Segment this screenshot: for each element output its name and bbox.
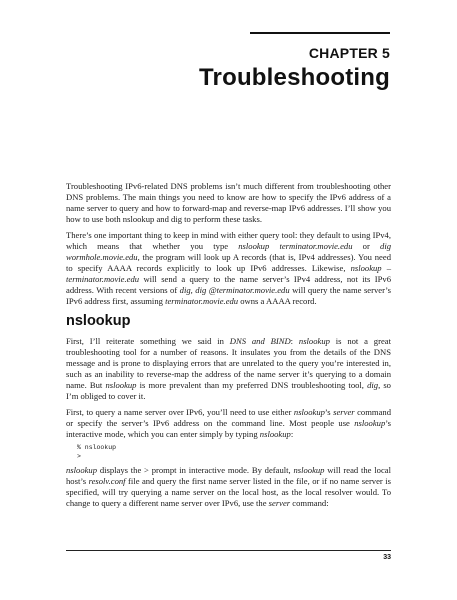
tool-name: dig: [179, 285, 191, 295]
command-name: server: [268, 498, 291, 508]
chapter-title: Troubleshooting: [199, 64, 390, 91]
intro-paragraph-2: [66, 230, 391, 307]
section-paragraph-1: [66, 336, 391, 402]
section-paragraph-3: [66, 465, 391, 509]
command-example: dig @terminator.movie.edu: [195, 285, 290, 295]
domain-name: terminator.movie.edu: [165, 296, 239, 306]
command-example: nslookup – terminator.movie.edu: [66, 263, 391, 284]
command-example: nslookup terminator.movie.edu: [238, 241, 353, 251]
page-number: 33: [383, 554, 391, 561]
text-run: command:: [290, 498, 329, 508]
text-run: will send a query to the name server’s IPv4 address, not its IPv6 address. With recent versions of: [66, 274, 391, 295]
text-run: , so I’m obliged to cover it.: [66, 380, 391, 401]
body-text: [66, 181, 391, 514]
file-name: resolv.conf: [88, 476, 126, 486]
chapter-label: CHAPTER 5: [308, 45, 390, 61]
text-run: ,: [190, 285, 196, 295]
text-run: is more prevalent than my preferred DNS troubleshooting tool,: [136, 380, 368, 390]
tool-name: nslookup: [105, 380, 137, 390]
footer-rule: [66, 550, 391, 551]
tool-name: nslookup: [354, 418, 386, 428]
intro-paragraph-1: Troubleshooting IPv6-related DNS problems isn’t much different from troubleshooting other DNS problems. The main things you need to know are how to specify the IPv6 address of a name server to query and how to forward-map and reverse-map IPv6 addresses. I’ll show you how to use both nslookup and dig to perform these tasks.: [66, 181, 391, 224]
command-name: server: [333, 407, 355, 417]
text-run: :: [290, 336, 299, 346]
book-title: DNS and BIND: [229, 336, 291, 346]
tool-name: nslookup: [293, 465, 325, 475]
tool-name: dig: [367, 380, 379, 390]
tool-name: nslookup: [66, 465, 98, 475]
text-run: ’s interactive mode, which you can enter simply by typing: [66, 418, 391, 439]
text-run: :: [290, 429, 294, 439]
section-paragraph-2: [66, 407, 391, 440]
text-run: owns a AAAA record.: [238, 296, 317, 306]
text-run: ’s: [324, 407, 334, 417]
tool-name: nslookup: [298, 336, 330, 346]
text-run: will read the local host’s: [66, 465, 391, 486]
text-run: or: [352, 241, 381, 251]
text-run: There’s one important thing to keep in mind with either query tool: they default to using IPv4, which means that whether you type: [66, 230, 391, 251]
code-block: % nslookup >: [77, 444, 117, 460]
text-run: , the program will look up A records (that is, IPv4 addresses). You need to specify AAAA records explicitly to look up IPv6 addresses. Likewise,: [66, 252, 391, 273]
tool-name: nslookup: [259, 429, 291, 439]
tool-name: nslookup: [293, 407, 325, 417]
text-run: displays the > prompt in interactive mode. By default,: [97, 465, 294, 475]
text-run: will query the name server’s IPv6 address first, assuming: [66, 285, 391, 306]
text-run: is not a great troubleshooting tool for a number of reasons. It insulates you from the details of the DNS message and is prone to displaying errors that are unrelated to the query you’re interested in, such as an inability to reverse-map the address of the name server it’s querying to a domain name. But: [66, 336, 391, 390]
text-run: file and query the first name server listed in the file, or if no name server is specified, will try querying a name server on the local host, as the local resolver would. To change to query a different name server over IPv6, use the: [66, 476, 391, 508]
section-heading: nslookup: [66, 313, 131, 329]
command-example: dig wormhole.movie.edu: [66, 241, 391, 262]
text-run: command or specify the server’s IPv6 address on the command line. Most people use: [66, 407, 391, 428]
text-run: First, I’ll reiterate something we said in: [66, 336, 230, 346]
chapter-top-rule: [250, 32, 390, 34]
text-run: First, to query a name server over IPv6, you’ll need to use either: [66, 407, 294, 417]
